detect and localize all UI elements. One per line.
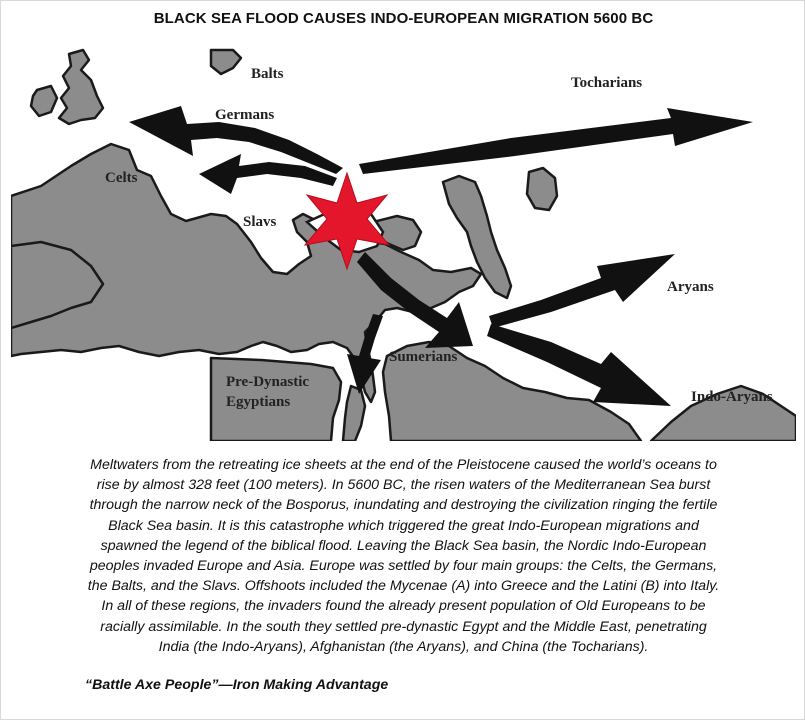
caption — [7, 455, 800, 657]
caption-line: peoples invaded Europe and Asia. Europe was settled by four main groups: the Celts, the Germans, — [89, 558, 718, 575]
land-aral — [527, 168, 557, 210]
land-ireland — [31, 86, 57, 116]
label-sumerians: Sumerians — [389, 349, 458, 365]
map-title: BLACK SEA FLOOD CAUSES INDO-EUROPEAN MIGRATION 5600 BC — [153, 10, 654, 27]
land-britain — [59, 50, 103, 124]
migration-map — [11, 46, 796, 441]
arrow-aryans — [489, 254, 675, 328]
footer-tagline: “Battle Axe People”—Iron Making Advantage — [85, 677, 389, 693]
label-slavs: Slavs — [243, 214, 277, 230]
land-masses — [11, 50, 796, 441]
land-sinai — [343, 386, 365, 441]
caption-line: spawned the legend of the biblical flood. Leaving the Black Sea basin, the Nordic Indo-European — [100, 537, 707, 554]
caption-line: racially assimilable. In the south they settled pre-dynastic Egypt and the Middle East, penetrating — [100, 618, 707, 635]
caption-line: through the narrow neck of the Bosporus, inundating and destroying the civilization ringing the fertile — [89, 497, 718, 514]
caption-line: rise by almost 328 feet (100 meters). In 5600 BC, the risen waters of the Mediterranean Sea burst — [96, 477, 711, 494]
label-egyptians: Egyptians — [226, 394, 291, 410]
label-balts: Balts — [251, 66, 284, 82]
land-scandinavia — [211, 50, 241, 74]
label-aryans: Aryans — [667, 279, 714, 295]
label-germans: Germans — [215, 107, 275, 123]
caption-line: Meltwaters from the retreating ice sheets at the end of the Pleistocene caused the world’s oceans to — [90, 457, 717, 473]
arrow-tocharians — [359, 108, 753, 174]
label-pre-dynastic: Pre-Dynastic — [226, 374, 310, 390]
label-tocharians: Tocharians — [571, 75, 643, 91]
caption-line: Black Sea basin. It is this catastrophe which triggered the great Indo-European migrations and — [108, 517, 699, 534]
label-celts: Celts — [105, 170, 138, 186]
caption-line: India (the Indo-Aryans), Afghanistan (the Aryans), and China (the Tocharians). — [158, 638, 649, 655]
caption-line: In all of these regions, the invaders found the already present population of Old Europeans to be — [101, 598, 706, 615]
caption-line: the Balts, and the Slavs. Offshoots included the Mycenae (A) into Greece and the Latini (B) into Italy. — [87, 578, 720, 595]
label-indo-aryans: Indo-Aryans — [691, 389, 773, 405]
